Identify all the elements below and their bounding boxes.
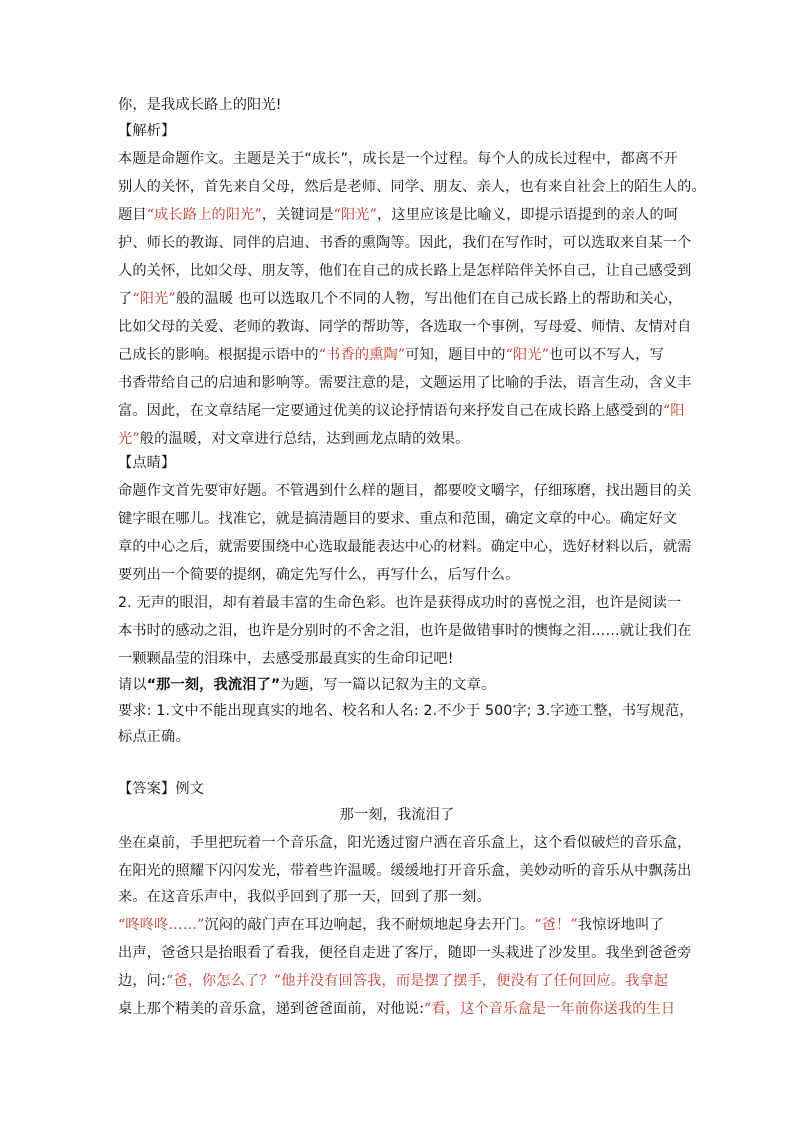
text: 在阳光的照耀下闪闪发光，带着些许温暖。缓缓地打开音乐盒，美妙动听的音乐从中飘荡出 — [118, 863, 692, 879]
text: 书香带给自己的启迪和影响等。需要注意的是，文题运用了比喻的手法，语言生动，含义丰 — [118, 375, 692, 391]
paragraph-line — [118, 286, 682, 312]
text: 【点睛】 — [118, 455, 176, 471]
quoted-keyword: “书香的熏陶” — [318, 347, 406, 363]
quoted-keyword: “阳光” — [333, 207, 378, 223]
text: 桌上那个精美的音乐盒，递到爸爸面前，对他说: — [118, 1001, 425, 1017]
quoted-dialogue: “咚咚咚……” — [118, 917, 205, 933]
essay-title — [0, 802, 794, 828]
paragraph-line — [118, 398, 685, 424]
text: 一颗颗晶莹的泪珠中，去感受那最真实的生命印记吧! — [118, 651, 454, 667]
paragraph-line — [118, 506, 677, 532]
text: 也可以不写人，写 — [549, 347, 664, 363]
text: 坐在桌前，手里把玩着一个音乐盒，阳光透过窗户洒在音乐盒上，这个看似破烂的音乐盒， — [118, 835, 692, 851]
text: 了 — [118, 291, 133, 307]
text: 例文 — [175, 781, 205, 797]
paragraph-line — [118, 534, 692, 560]
text: 边，问: — [118, 973, 166, 989]
text: 别人的关怀，首先来自父母，然后是老师、同学、朋友、亲人，也有来自社会上的陌生人的。 — [118, 179, 706, 195]
paragraph-line — [118, 258, 692, 284]
text: 般的温暖，对文章进行总结，达到画龙点睛的效果。 — [139, 431, 470, 447]
paragraph-line — [118, 370, 692, 396]
essay-line — [118, 940, 692, 966]
quoted-keyword: “阳光” — [132, 291, 176, 307]
section-heading-analysis — [118, 118, 175, 144]
text: ，这里应该是比喻义，即提示语提到的亲人的呵 — [377, 207, 679, 223]
text: 己成长的影响。根据提示语中的 — [118, 347, 319, 363]
requirements-line — [118, 698, 694, 724]
text: 键字眼在哪儿。找准它，就是搞清题目的要求、重点和范围，确定文章的中心。确定好文 — [118, 511, 678, 527]
text: 要列出一个简要的提纲，确定先写什么，再写什么，后写什么。 — [118, 567, 520, 583]
text: 沉闷的敲门声在耳边响起，我不耐烦地起身去开门。 — [204, 917, 535, 933]
text: 出声，爸爸只是抬眼看了看我，便径自走进了客厅，随即一头栽进了沙发里。我坐到爸爸旁 — [118, 945, 692, 961]
section-heading-answer — [118, 776, 204, 802]
text: 本书时的感动之泪，也许是分别时的不舍之泪，也许是做错事时的懊悔之泪……就让我们在 — [118, 623, 692, 639]
text: 你，是我成长路上的阳光! — [118, 97, 282, 113]
paragraph-line — [118, 478, 692, 504]
text: 来。在这音乐声中，我似乎回到了那一天，回到了那一刻。 — [118, 889, 491, 905]
essay-line — [118, 912, 664, 938]
question-line — [118, 618, 692, 644]
paragraph-line — [118, 174, 706, 200]
essay-title-prompt: “那一刻，我流泪了” — [146, 677, 281, 693]
text: 人的关怀，比如父母、朋友等，他们在自己的成长路上是怎样陪伴关怀自己，让自己感受到 — [118, 263, 692, 279]
essay-line — [118, 968, 668, 994]
text: 章的中心之后，就需要围绕中心选取最能表达中心的材料。确定中心，选好材料以后，就需 — [118, 539, 692, 555]
quoted-keyword: 光” — [118, 431, 140, 447]
essay-line — [118, 996, 675, 1022]
paragraph-line — [118, 314, 692, 340]
text: 般的温暖 也可以选取几个不同的人物，写出他们在自己成长路上的帮助和关心， — [175, 291, 683, 307]
quoted-dialogue: “爸，你怎么了？” — [165, 973, 282, 989]
requirements-line — [118, 724, 190, 750]
text: 为题，写一篇以记叙为主的文章。 — [280, 677, 496, 693]
text: 本题是命题作文。主题是关于“成长”，成长是一个过程。每个人的成长过程中，都离不开 — [118, 151, 678, 167]
paragraph-line — [118, 342, 664, 368]
text: 2. 无声的眼泪，却有着最丰富的生命色彩。也许是获得成功时的喜悦之泪，也许是阅读一 — [118, 595, 682, 611]
text: 标点正确。 — [118, 729, 190, 745]
essay-line — [118, 884, 491, 910]
text: 题目 — [118, 207, 147, 223]
paragraph-line — [118, 92, 282, 118]
text: 比如父母的关爱、老师的教诲、同学的帮助等，各选取一个事例，写母爱、师情、友情对自 — [118, 319, 692, 335]
text: ，关键词是 — [261, 207, 334, 223]
text: 要求: 1.文中不能出现真实的地名、校名和人名: 2.不少于 500字; 3.字迹工整，书写规范， — [118, 703, 694, 719]
quoted-keyword: “阳 — [662, 403, 685, 419]
paragraph-line — [118, 426, 470, 452]
text: 请以 — [118, 677, 147, 693]
text: 富。因此，在文章结尾一定要通过优美的议论抒情语句来抒发自己在成长路上感受到的 — [118, 403, 663, 419]
question-line — [118, 646, 454, 672]
question-line — [118, 590, 681, 616]
paragraph-line — [118, 562, 519, 588]
paragraph-line — [118, 146, 678, 172]
text: 【答案】 — [118, 781, 176, 797]
quoted-keyword: “成长路上的阳光” — [146, 207, 262, 223]
prompt-line — [118, 672, 495, 698]
essay-line — [118, 830, 692, 856]
paragraph-line — [118, 202, 678, 228]
paragraph-line — [118, 230, 692, 256]
section-heading-key-point — [118, 450, 175, 476]
text: 命题作文首先要审好题。不管遇到什么样的题目，都要咬文嚼字，仔细琢磨，找出题目的关 — [118, 483, 692, 499]
essay-line — [118, 858, 692, 884]
text: 可知，题目中的 — [405, 347, 506, 363]
text: 护、师长的教诲、同伴的启迪、书香的熏陶等。因此，我们在写作时，可以选取来自某一个 — [118, 235, 692, 251]
text: 【解析】 — [118, 123, 176, 139]
text: 那一刻，我流泪了 — [339, 807, 455, 823]
text: 他并没有回答我，而是摆了摆手，便没有了任何回应。我拿起 — [281, 973, 669, 989]
quoted-dialogue: “看，这个音乐盒是一年前你送我的生日 — [424, 1001, 676, 1017]
quoted-keyword: “阳光” — [505, 347, 550, 363]
quoted-dialogue: “爸！” — [534, 917, 578, 933]
text: 我惊讶地叫了 — [577, 917, 664, 933]
